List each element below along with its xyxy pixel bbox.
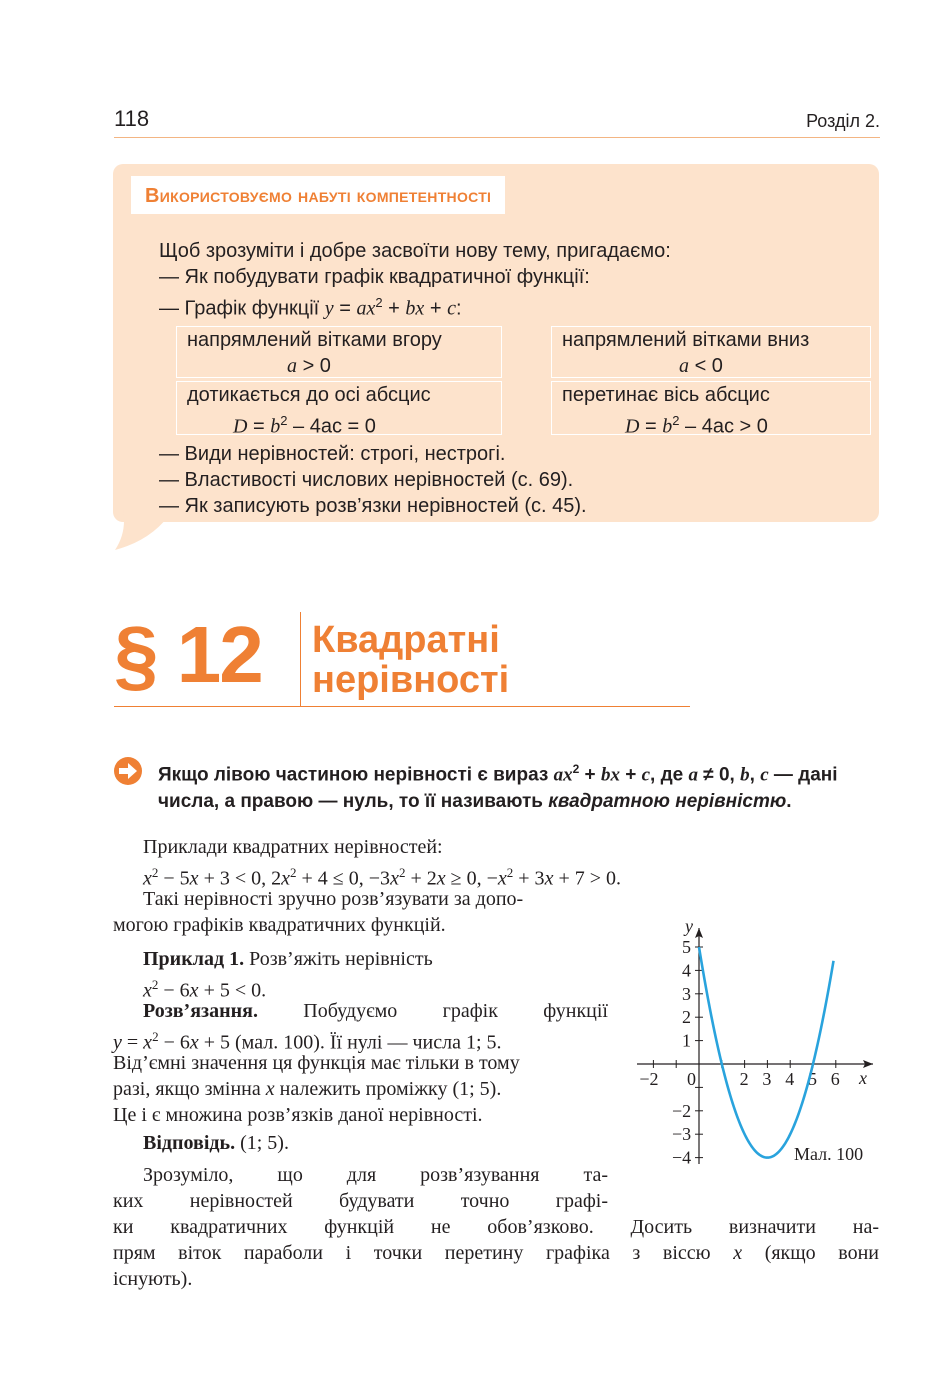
definition-part2: , де xyxy=(650,764,689,786)
x-tick-label: −2 xyxy=(639,1069,659,1089)
y-tick-label: 3 xyxy=(682,983,691,1004)
paragraph-title xyxy=(312,620,509,700)
header-rule xyxy=(114,137,880,138)
y-tick-label: −4 xyxy=(672,1147,692,1168)
answer-value: (1; 5). xyxy=(235,1132,289,1154)
x-tick-label: 5 xyxy=(808,1069,817,1089)
convenient-line1: Такі нерівності зручно розв’язувати за допо- xyxy=(143,888,524,910)
closing-line3: ки квадратичних функцій не обов’язково. Досить визначити на- xyxy=(113,1216,879,1238)
cell-branches-down-cond: < 0 xyxy=(694,355,723,377)
box-item-types: — Види нерівностей: строгі, нестрогі. xyxy=(159,443,506,465)
definition-part3: — дані числа, а правою — нуль, то її називають xyxy=(158,764,838,813)
x-tick-label: 3 xyxy=(762,1069,772,1089)
cell-touches-axis-cond: – 4ac = 0 xyxy=(293,415,376,438)
parabola-graph xyxy=(633,918,883,1168)
solution-line1 xyxy=(143,998,608,1024)
definition-part1: Якщо лівою частиною нерівності є вираз xyxy=(158,764,554,786)
box-lead: Щоб зрозуміти і добре засвоїти нову тему, пригадаємо: xyxy=(159,240,671,262)
box-item-properties: — Властивості числових нерівностей (с. 69). xyxy=(159,469,574,491)
y-tick-label: 5 xyxy=(682,937,691,957)
examples-lead: Приклади квадратних нерівностей: xyxy=(143,836,443,858)
solution-text1: Побудуємо графік функції xyxy=(257,1000,608,1022)
definition-text: Якщо лівою частиною нерівності є вираз $ax^2$ + bx + c, де a ≠ 0, b, c — дані числа, а правою — нуль, то її називають квадратною нерівністю. xyxy=(158,762,838,813)
examples-list: $x^2 - 5x + 3 < 0$, $2x^2 + 4 \le 0$, $-3x^2 + 2x \ge 0$, $-x^2 + 3x + 7 > 0$. xyxy=(143,865,622,890)
box-item-function-prefix: — Графік функції xyxy=(159,297,325,320)
figure-caption: Мал. 100 xyxy=(794,1144,864,1164)
cell-branches-down-text: напрямлений вітками вниз xyxy=(562,329,810,351)
solution-text4a: разі, якщо змінна xyxy=(113,1078,266,1100)
solution-label: Розв’язання. xyxy=(143,1000,258,1022)
x-tick-label: 2 xyxy=(739,1069,749,1089)
cell-crosses-axis: перетинає вісь абсцис $D = b^2 - 4ac > 0$ xyxy=(551,381,871,435)
solution-line4: разі, якщо змінна x належить проміжку (1; 5). xyxy=(113,1078,502,1100)
section-label: Розділ 2. xyxy=(806,111,880,131)
paragraph-title-line1: Квадратні xyxy=(312,619,500,661)
cell-crosses-axis-cond: – 4ac > 0 xyxy=(685,415,768,438)
y-tick-label: 1 xyxy=(682,1030,691,1051)
example-text: Розв’яжіть нерівність xyxy=(244,948,433,970)
y-tick-label: 2 xyxy=(682,1007,691,1028)
y-tick-label: −2 xyxy=(672,1100,692,1121)
box-title: Використовуємо набуті компетентності xyxy=(131,176,505,214)
paragraph-number: § 12 xyxy=(114,610,262,699)
x-tick-label: 4 xyxy=(785,1069,795,1089)
box-item-function-suffix: : xyxy=(455,297,462,320)
example-inequality: $x^2 - 6x + 5 < 0$. xyxy=(143,977,267,1002)
example-label: Приклад 1. xyxy=(143,948,245,970)
box-item-function: — Графік функції $y = ax^2$ + bx + c: xyxy=(159,295,462,320)
page-number: 118 xyxy=(114,106,150,131)
cell-touches-axis-text: дотикається до осі абсцис xyxy=(187,384,431,406)
paragraph-title-line2: нерівності xyxy=(312,659,510,701)
convenient-line2: могою графіків квадратичних функцій. xyxy=(113,914,446,936)
closing-text4b: (якщо вони xyxy=(742,1242,879,1264)
definition-end: . xyxy=(786,791,792,813)
cell-branches-up-cond: > 0 xyxy=(302,355,331,377)
paragraph-divider xyxy=(300,612,301,706)
definition-arrow-icon xyxy=(113,756,143,786)
closing-line4: прям віток параболи і точки перетину графіка з віссю x (якщо вони xyxy=(113,1242,879,1264)
box-item-notation: — Як записують розв’язки нерівностей (с. 45). xyxy=(159,495,587,517)
cell-branches-up-text: напрямлений вітками вгору xyxy=(187,329,442,351)
solution-line2: $y = x^2 - 6x + 5$ (мал. 100). Її нулі — числа 1; 5. xyxy=(113,1029,502,1054)
closing-line2: ких нерівностей будувати точно графі- xyxy=(113,1190,608,1212)
cell-branches-down: напрямлений вітками вниз a < 0 xyxy=(551,326,871,378)
y-tick-label: 4 xyxy=(682,960,691,981)
solution-line3: Від’ємні значення ця функція має тільки в тому xyxy=(113,1052,520,1074)
cell-crosses-axis-text: перетинає вісь абсцис xyxy=(562,384,770,406)
closing-text4a: прям віток параболи і точки перетину графіка з віссю xyxy=(113,1242,734,1264)
definition-term: квадратною нерівністю xyxy=(548,791,787,813)
solution-text4b: належить проміжку (1; 5). xyxy=(274,1078,502,1100)
parabola-curve xyxy=(699,947,834,1158)
x-tick-label: 0 xyxy=(687,1069,696,1089)
answer-label: Відповідь. xyxy=(143,1132,236,1154)
function-formula: y xyxy=(324,297,334,320)
y-axis-label: y xyxy=(685,918,693,936)
closing-line1: Зрозуміло, що для розв’язування та- xyxy=(143,1164,608,1186)
example-1 xyxy=(143,946,433,972)
cell-touches-axis: дотикається до осі абсцис $D = b^2 - 4ac = 0$ xyxy=(176,381,502,435)
y-tick-label: −3 xyxy=(672,1124,692,1145)
x-tick-label: 6 xyxy=(830,1069,840,1089)
x-axis-label: x xyxy=(859,1068,867,1088)
box-item-graph: — Як побудувати графік квадратичної функції: xyxy=(159,266,590,288)
paragraph-rule xyxy=(114,706,690,707)
solution-line5: Це і є множина розв’язків даної нерівності. xyxy=(113,1104,483,1126)
answer xyxy=(143,1130,289,1156)
cell-branches-up: напрямлений вітками вгору a > 0 xyxy=(176,326,502,378)
closing-line5: існують). xyxy=(113,1268,193,1290)
solution-text2: (мал. 100). Її нулі — числа 1; 5. xyxy=(230,1031,502,1054)
